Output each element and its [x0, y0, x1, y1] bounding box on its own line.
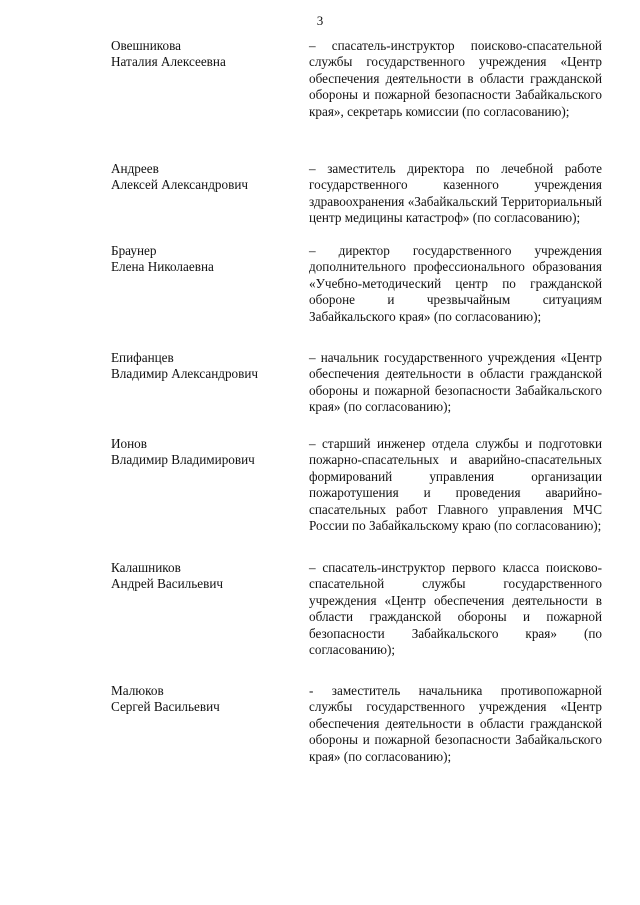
member-given-names: Елена Николаевна: [111, 259, 214, 275]
member-name: [111, 350, 301, 383]
member-name: [111, 38, 301, 71]
page-number: 3: [316, 13, 324, 28]
member-entry: [0, 243, 640, 350]
member-name: [111, 560, 301, 593]
member-surname: Андреев: [111, 161, 159, 176]
member-entry: [0, 350, 640, 436]
member-surname: Епифанцев: [111, 350, 174, 365]
member-given-names: Алексей Александрович: [111, 177, 249, 193]
member-role: – начальник государственного учреждения «Центр обеспечения деятельности в области гражданской обороны и пожарной безопасности Забайкальского края» (по согласованию);: [309, 350, 602, 415]
member-given-names: Сергей Васильевич: [111, 699, 220, 715]
member-entry: [0, 161, 640, 243]
member-entry: [0, 683, 640, 793]
member-role: – директор государственного учреждения дополнительного профессионального образования «Учебно-методический центр по гражданской обороне и чрезвычайным ситуациям Забайкальского края» (по согласованию);: [309, 243, 602, 324]
member-entry: [0, 560, 640, 683]
member-given-names: Владимир Владимирович: [111, 452, 255, 468]
member-name: [111, 161, 301, 194]
commission-members-list: [0, 38, 640, 793]
member-entry: [0, 436, 640, 560]
member-role: – спасатель-инструктор первого класса поисково-спасательной службы государственного учреждения «Центр обеспечения деятельности в области гражданской обороны и пожарной безопасности Забайкальского края» (по согласованию);: [309, 560, 602, 658]
member-name: [111, 436, 301, 469]
member-role: - заместитель начальника противопожарной службы государственного учреждения «Центр обеспечения деятельности в области гражданской обороны и пожарной безопасности Забайкальского края» (по согласованию);: [309, 683, 602, 764]
member-entry: [0, 38, 640, 161]
member-role: – старший инженер отдела службы и подготовки пожарно-спасательных и аварийно-спасательных формирований управления организации пожаротушения и проведения аварийно-спасательных работ Главного управления МЧС России по Забайкальскому краю (по согласованию);: [309, 436, 602, 534]
member-given-names: Наталия Алексеевна: [111, 54, 226, 70]
member-surname: Овешникова: [111, 38, 182, 53]
member-role: – заместитель директора по лечебной работе государственного казенного учреждения здравоохранения «Забайкальский Территориальный центр медицины катастроф» (по согласованию);: [309, 161, 602, 226]
member-given-names: Владимир Александрович: [111, 366, 259, 382]
member-surname: Калашников: [111, 560, 181, 575]
member-name: [111, 243, 301, 276]
member-given-names: Андрей Васильевич: [111, 576, 224, 592]
member-role: – спасатель-инструктор поисково-спасательной службы государственного учреждения «Центр обеспечения деятельности в области гражданской обороны и пожарной безопасности Забайкальского края», секретарь комиссии (по согласованию);: [309, 38, 602, 119]
member-name: [111, 683, 301, 716]
member-surname: Браунер: [111, 243, 157, 258]
member-surname: Малюков: [111, 683, 164, 698]
member-surname: Ионов: [111, 436, 147, 451]
